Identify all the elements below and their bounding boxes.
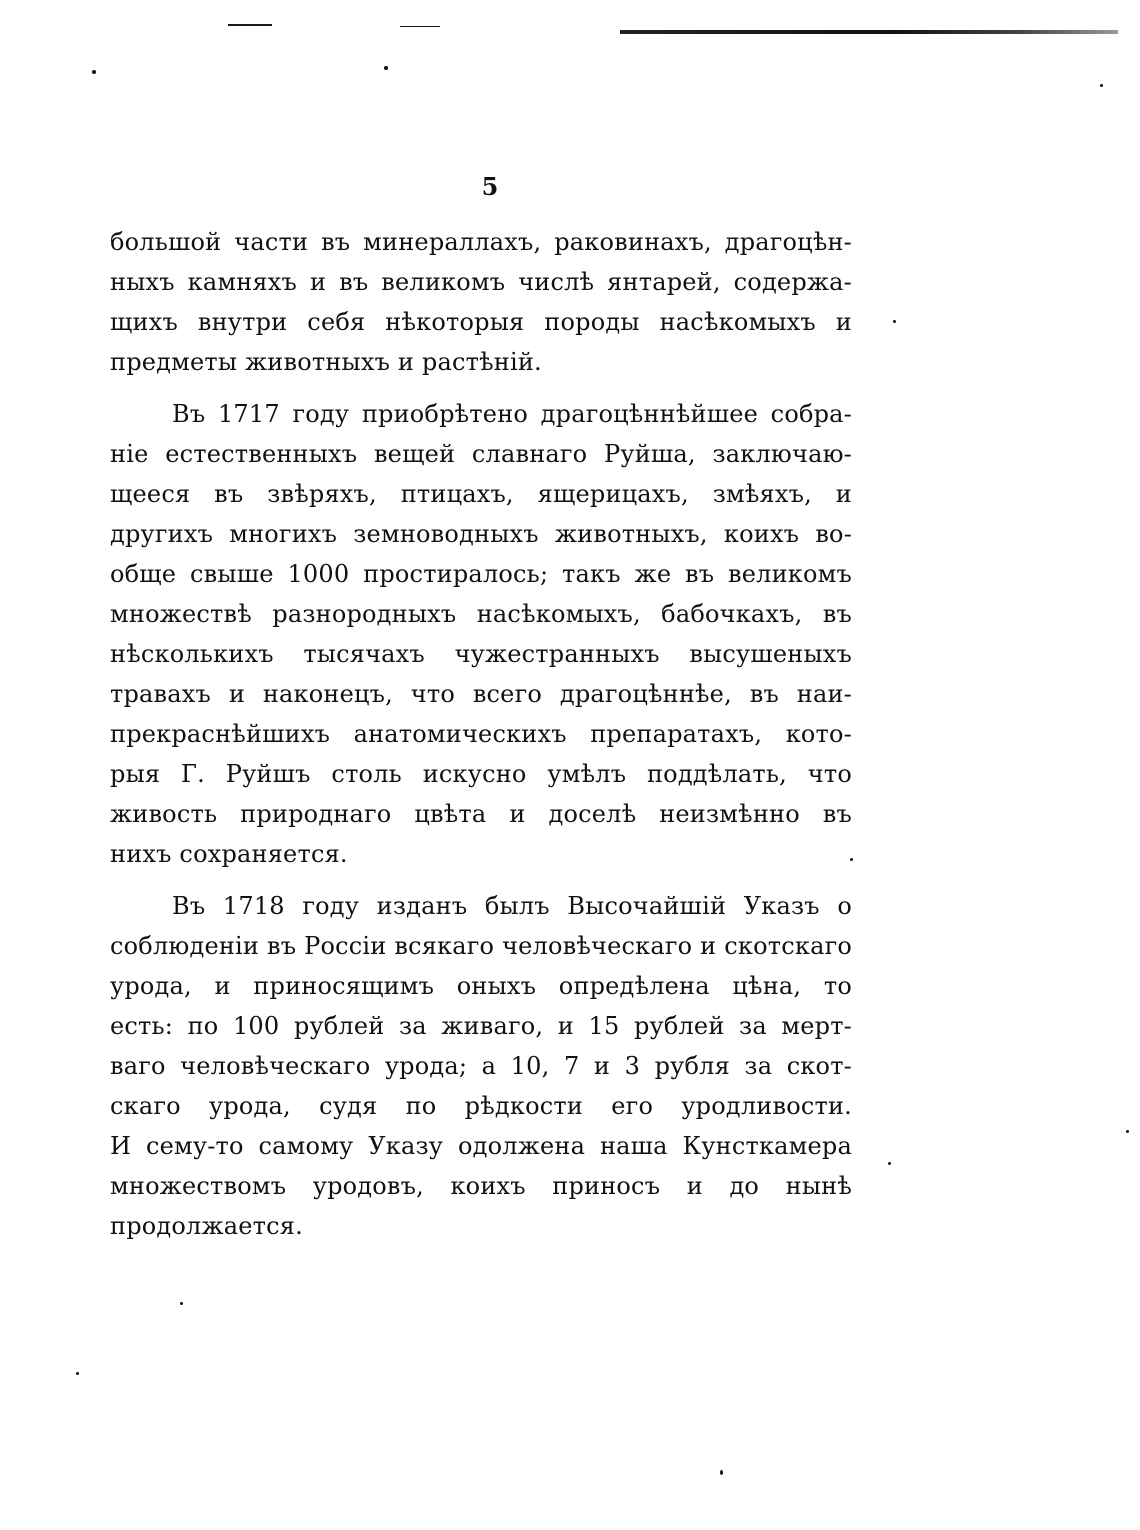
text-line: множествѣ разнородныхъ насѣкомыхъ, бабочкахъ, въ bbox=[110, 600, 852, 628]
paragraph-3 bbox=[110, 886, 852, 1246]
text-line: прекраснѣйшихъ анатомическихъ препаратахъ, кото- bbox=[110, 720, 852, 748]
text-line: живость природнаго цвѣта и доселѣ неизмѣнно въ bbox=[110, 800, 852, 828]
text-line: рыя Г. Руйшъ столь искусно умѣлъ поддѣлать, что bbox=[110, 760, 852, 788]
scan-rule-mid bbox=[400, 26, 440, 27]
text-line: нѣсколькихъ тысячахъ чужестранныхъ высушеныхъ bbox=[110, 640, 852, 668]
text-line: ныхъ камняхъ и въ великомъ числѣ янтарей, содержа- bbox=[110, 268, 852, 296]
text-line: урода, и приносящимъ оныхъ опредѣлена цѣна, то bbox=[110, 972, 852, 1000]
scan-speck bbox=[180, 1302, 183, 1305]
scan-speck bbox=[893, 320, 896, 323]
text-line: щееся въ звѣряхъ, птицахъ, ящерицахъ, змѣяхъ, и bbox=[110, 480, 852, 508]
scan-rule-right bbox=[620, 30, 1118, 34]
text-line: обще свыше 1000 простиралось; такъ же въ великомъ bbox=[110, 560, 852, 588]
text-line: щихъ внутри себя нѣкоторыя породы насѣкомыхъ и bbox=[110, 308, 852, 336]
scan-speck bbox=[76, 1372, 79, 1375]
text-line: соблюденіи въ Россіи всякаго человѣческаго и скотскаго bbox=[110, 932, 852, 960]
paragraph-1 bbox=[110, 222, 852, 382]
scan-speck bbox=[720, 1470, 723, 1475]
scan-speck bbox=[1100, 84, 1103, 87]
text-line: предметы животныхъ и растѣній. bbox=[110, 348, 542, 376]
scan-rule-left bbox=[228, 24, 272, 26]
text-line: нихъ сохраняется. bbox=[110, 840, 348, 868]
text-line: скаго урода, судя по рѣдкости его уродливости. bbox=[110, 1092, 852, 1120]
body-text bbox=[110, 222, 852, 1246]
text-line: И сему-то самому Указу одолжена наша Кунсткамера bbox=[110, 1132, 852, 1160]
scan-speck bbox=[888, 1162, 891, 1165]
scan-speck bbox=[384, 66, 388, 70]
paragraph-2 bbox=[110, 394, 852, 874]
text-line: есть: по 100 рублей за живаго, и 15 рублей за мерт- bbox=[110, 1012, 852, 1040]
text-line: Въ 1717 году приобрѣтено драгоцѣннѣйшее собра- bbox=[172, 400, 852, 428]
text-line: травахъ и наконецъ, что всего драгоцѣннѣе, въ наи- bbox=[110, 680, 852, 708]
text-line: Въ 1718 году изданъ былъ Высочайшій Указъ о bbox=[172, 892, 852, 920]
text-line: ніе естественныхъ вещей славнаго Руйша, заключаю- bbox=[110, 440, 852, 468]
scan-speck bbox=[1126, 1130, 1129, 1133]
text-line: ваго человѣческаго урода; а 10, 7 и 3 рубля за скот- bbox=[110, 1052, 852, 1080]
text-line: множествомъ уродовъ, коихъ приносъ и до нынѣ bbox=[110, 1172, 852, 1200]
page-number: 5 bbox=[481, 172, 499, 201]
text-line: большой части въ минераллахъ, раковинахъ, драгоцѣн- bbox=[110, 228, 852, 256]
text-line: продолжается. bbox=[110, 1212, 303, 1240]
scan-speck bbox=[92, 70, 96, 74]
text-line: другихъ многихъ земноводныхъ животныхъ, коихъ во- bbox=[110, 520, 852, 548]
